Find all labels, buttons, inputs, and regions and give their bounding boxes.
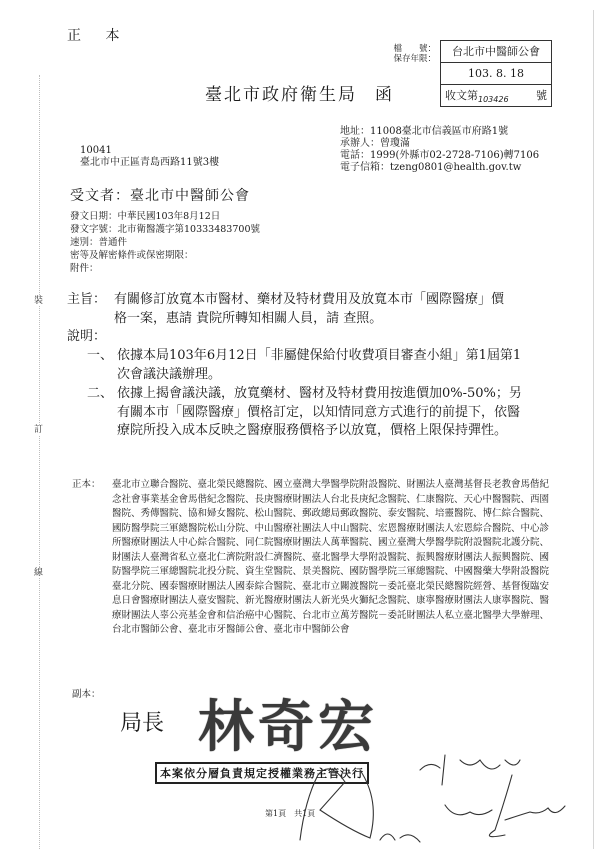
delivery-speed: 速別：普通件 bbox=[70, 237, 128, 248]
security-level: 密等及解密條件或保密期限： bbox=[70, 250, 194, 261]
contact-address: 地址：11008臺北市信義區市府路1號 bbox=[340, 126, 509, 137]
stamp-receipt-suffix: 號 bbox=[536, 89, 547, 102]
retention-period-label: 保存年限： bbox=[393, 54, 436, 64]
explanation-item bbox=[87, 385, 537, 441]
copy-type-label: 正 本 bbox=[67, 28, 130, 44]
contact-handler: 承辦人：曾瓊滿 bbox=[340, 138, 410, 149]
stamp-date: 103. 8. 18 bbox=[441, 63, 551, 85]
binding-mark-ding: 訂 bbox=[34, 425, 44, 435]
director-signature-seal: 林奇宏 bbox=[198, 694, 378, 760]
stamp-receipt-prefix: 收文第 bbox=[445, 89, 478, 102]
document-kind: 函 bbox=[375, 85, 394, 105]
director-title: 局長 bbox=[120, 711, 165, 736]
original-recipient-list: 臺北市立聯合醫院、臺北榮民總醫院、國立臺灣大學醫學院附設醫院、財團法人臺灣基督長老教會馬偕紀念社會事業基金會馬偕紀念醫院、長庚醫療財團法人台北長庚紀念醫院、仁康醫院、天心中醫醫院、西園醫院、秀傳醫院、協和婦女醫院、松山醫院、郵政總局郵政醫院、泰安醫院、培靈醫院、博仁綜合醫院、國防醫學院三軍總醫院松山分院、中山醫療社團法人中山醫院、宏恩醫療財團法人宏恩綜合醫院、中心診所醫療財團法人中心綜合醫院、同仁院醫療財團法人萬華醫院、國立臺灣大學醫學院附設醫院北護分院、財團法人臺灣省私立臺北仁濟院附設仁濟醫院、臺北醫學大學附設醫院、振興醫療財團法人振興醫院、國防醫學院三軍總醫院北投分院、資生堂醫院、景美醫院、國防醫學院三軍總醫院、中國醫藥大學附設醫院臺北分院、國泰醫療財團法人國泰綜合醫院、臺北市立關渡醫院－委託臺北榮民總醫院經營、基督復臨安息日會醫療財團法人臺安醫院、新光醫療財團法人新光吳火獅紀念醫院、康寧醫療財團法人康寧醫院、醫療財團法人辜公亮基金會和信治癌中心醫院、台北市立萬芳醫院－委託財團法人私立臺北醫學大學辦理、台北市醫師公會、臺北市牙醫師公會、臺北市中醫師公會 bbox=[112, 479, 550, 635]
page-edge bbox=[593, 10, 594, 849]
binding-mark-zhuang: 裝 bbox=[34, 296, 44, 306]
issue-date: 發文日期：中華民國103年8月12日 bbox=[70, 211, 221, 222]
explanation-label: 說明： bbox=[67, 329, 107, 344]
attachments: 附件： bbox=[70, 263, 99, 274]
item-number: 二、 bbox=[87, 386, 114, 401]
handwritten-mark-bottom bbox=[380, 834, 420, 842]
issuing-agency: 臺北市政府衛生局 bbox=[205, 85, 357, 105]
contact-block bbox=[340, 126, 539, 174]
explanation-item bbox=[87, 347, 537, 384]
subject bbox=[67, 291, 517, 328]
subject-text: 有關修訂放寬本市醫材、藥材及特材費用及放寬本市「國際醫療」價格一案，惠請 貴院所轉知相關人員，請 查照。 bbox=[114, 292, 505, 326]
stamp-org: 台北市中醫師公會 bbox=[441, 41, 551, 63]
binding-mark-xian: 線 bbox=[34, 568, 44, 578]
delegation-stamp: 本案依分層負責規定授權業務主管決行 bbox=[155, 762, 369, 784]
document-number: 發文字號：北市衛醫護字第10333483700號 bbox=[70, 224, 260, 235]
handwritten-date-signature bbox=[445, 805, 565, 820]
recipient-address-block bbox=[80, 145, 219, 169]
copy-label: 副本： bbox=[72, 689, 101, 700]
subject-label: 主旨： bbox=[67, 292, 107, 307]
recipient: 受文者：臺北市中醫師公會 bbox=[70, 188, 250, 204]
postcode: 10041 bbox=[80, 145, 112, 156]
stamp-receipt-number: 103426 bbox=[478, 95, 509, 104]
item-number: 一、 bbox=[87, 348, 114, 363]
receipt-stamp bbox=[440, 40, 552, 107]
contact-phone: 電話：1999(外縣市02-2728-7106)轉7106 bbox=[340, 150, 540, 161]
original-label: 正本： bbox=[72, 479, 101, 490]
stamp-receipt-row bbox=[441, 85, 551, 106]
file-meta-labels bbox=[378, 44, 436, 64]
page-number: 第1頁 共1頁 bbox=[265, 809, 316, 818]
item-text: 依據本局103年6月12日「非屬健保給付收費項目審查小組」第1屆第1次會議決議辦理。 bbox=[117, 348, 522, 382]
file-number-label: 檔 號： bbox=[393, 44, 436, 54]
contact-email: 電子信箱：tzeng0801@health.gov.tw bbox=[340, 162, 522, 173]
binding-line bbox=[39, 75, 40, 849]
handwritten-vertical-stroke bbox=[489, 775, 512, 837]
document-title bbox=[205, 80, 394, 105]
document-fields bbox=[70, 210, 260, 275]
original-recipients bbox=[72, 478, 552, 638]
item-text: 依據上揭會議決議，放寬藥材、醫材及特材費用按進價加0%-50%；另有關本市「國際醫療」價格訂定，以知情同意方式進行的前提下，依醫療院所投入成本反映之醫療服務價格予以放寬，價格上限保持彈性。 bbox=[117, 386, 522, 438]
handwritten-initials bbox=[420, 755, 520, 785]
mailing-address: 臺北市中正區青島西路11號3樓 bbox=[80, 157, 220, 168]
